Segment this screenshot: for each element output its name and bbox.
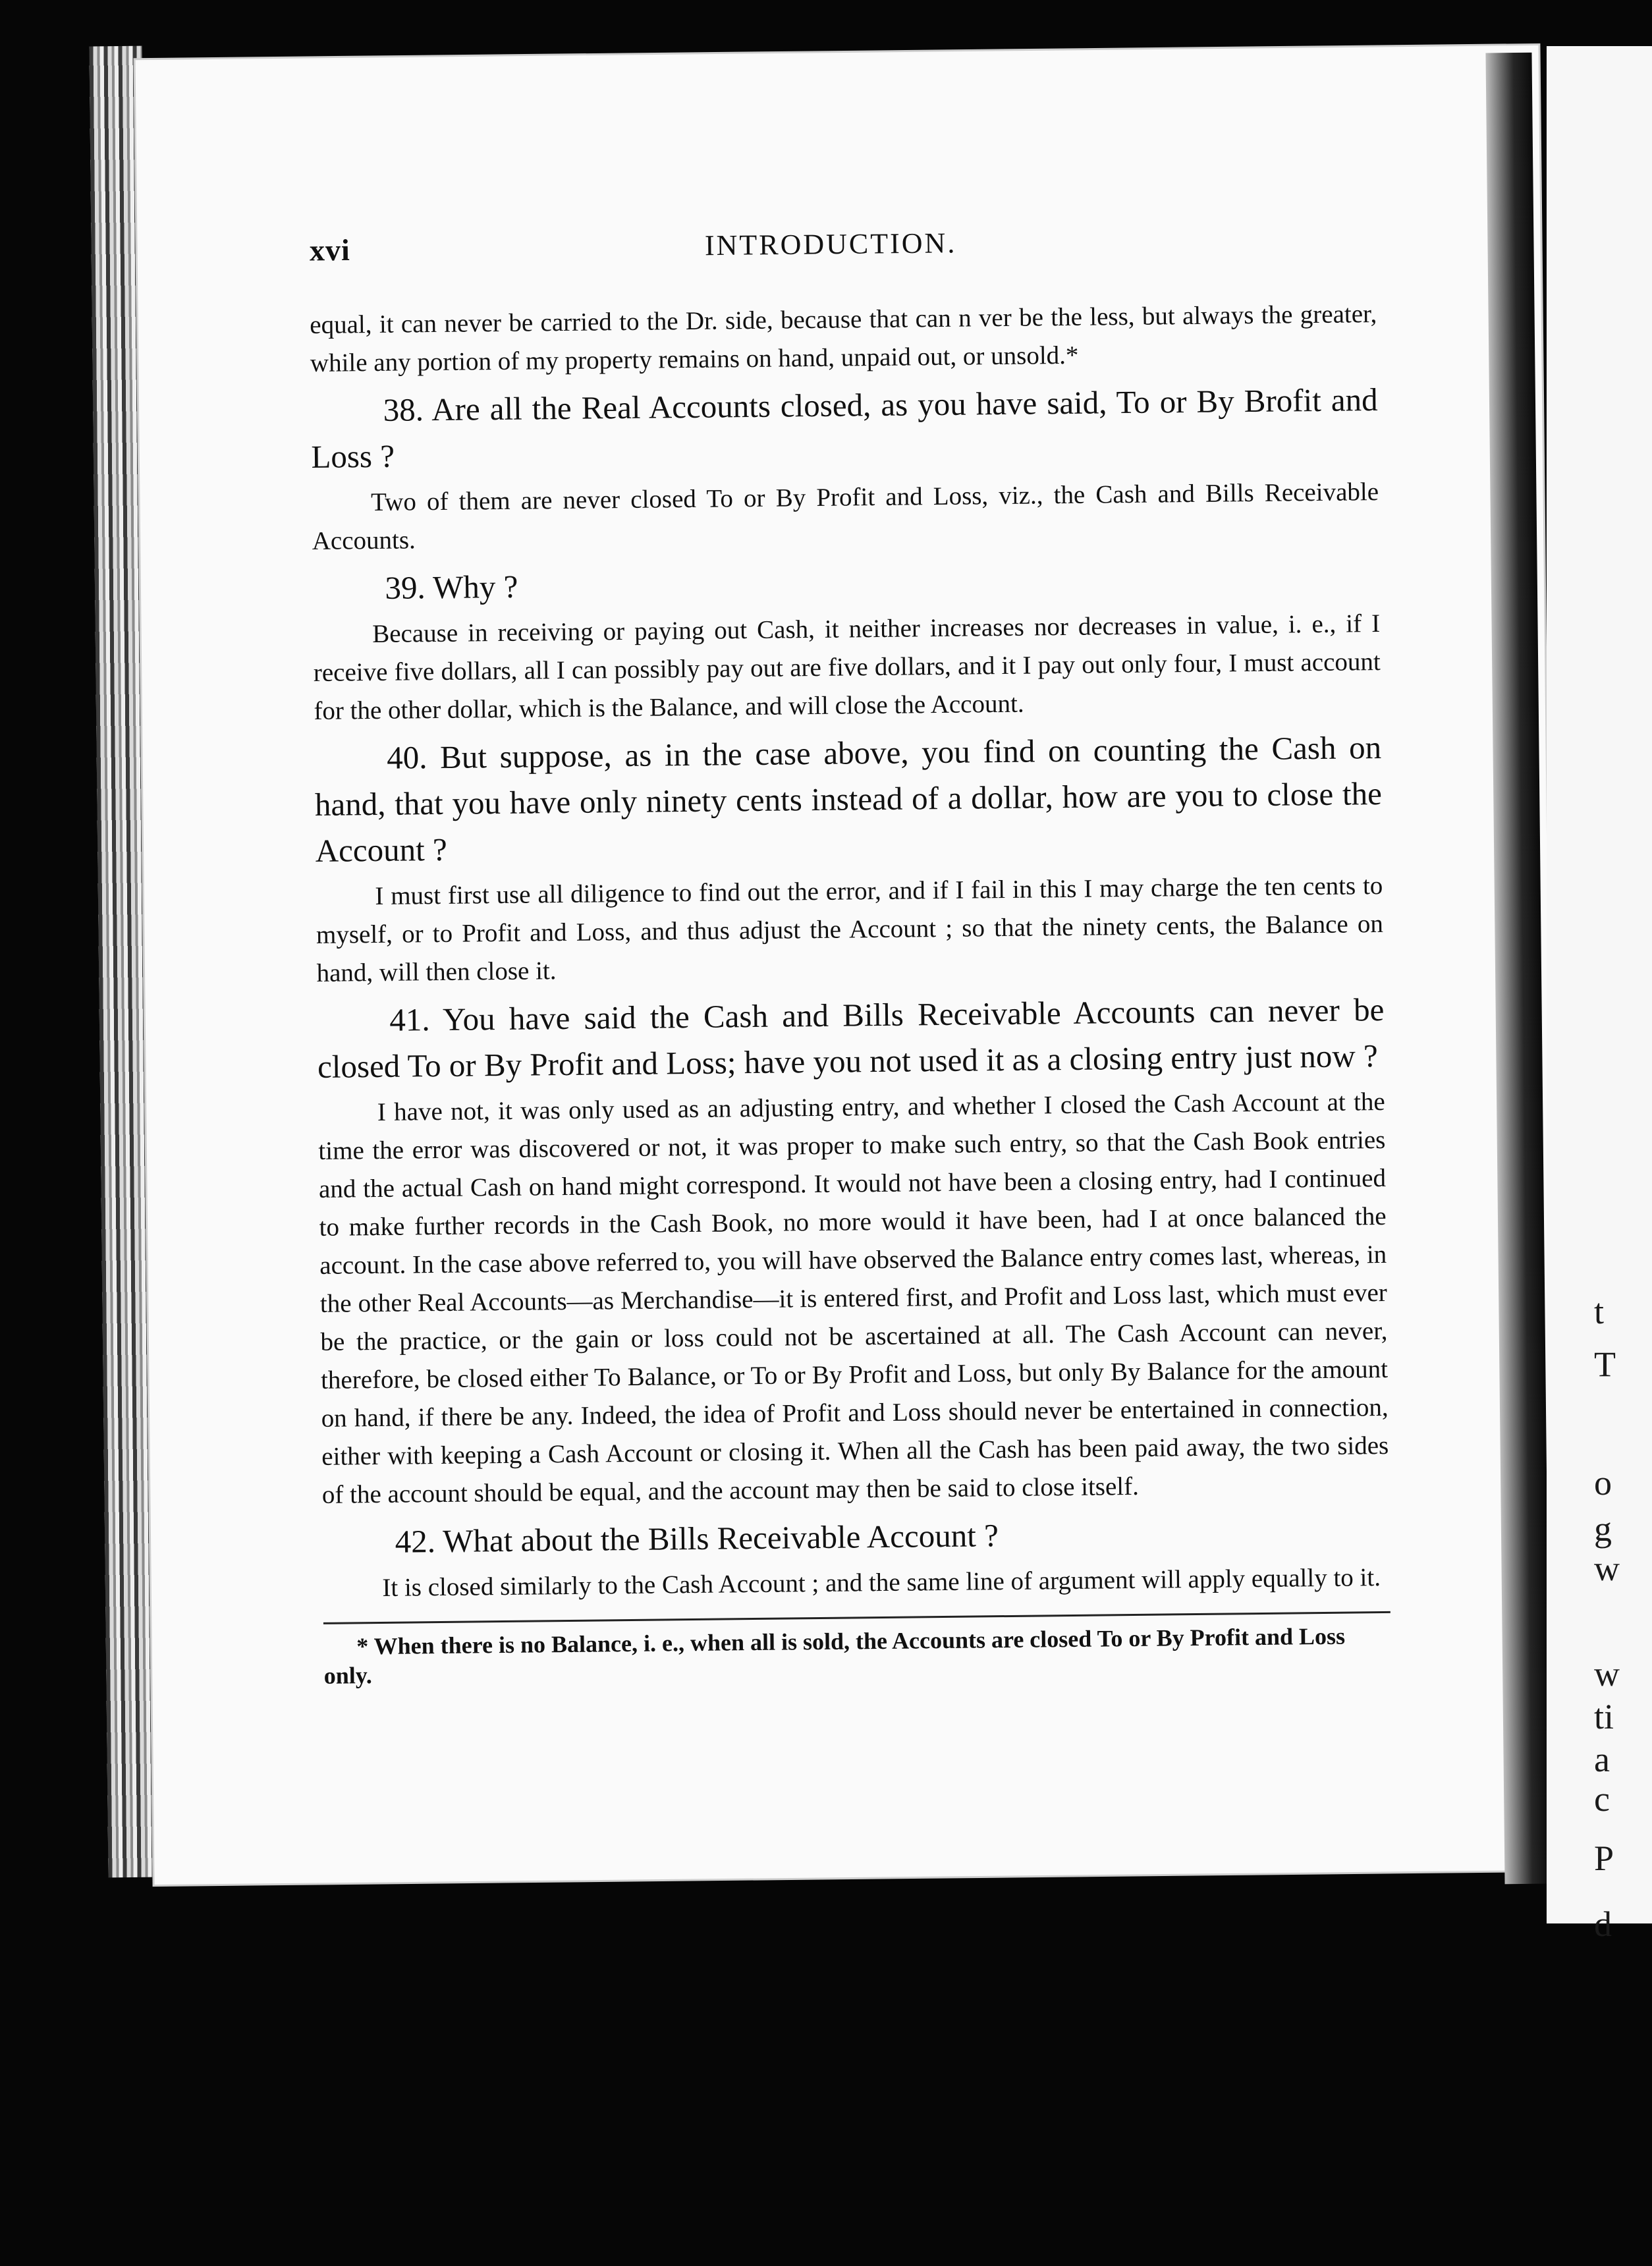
facing-letter: a (1594, 1740, 1610, 1779)
facing-letter: c (1594, 1779, 1610, 1819)
facing-letter: w (1594, 1549, 1620, 1588)
footnote: * When there is no Balance, i. e., when all is sold, the Accounts are closed To or By Profit and Loss only. (323, 1622, 1346, 1689)
page-number: xvi (309, 233, 351, 267)
answer-41: I have not, it was only used as an adjusting entry, and whether I closed the Cash Account at the time the error was discovered or not, it was proper to make such entry, so that the Cash Book entries and the actual Cash on hand might correspond. It would not have been a closing entry, had I continued to make further records in the Cash Book, no more would it have been, had I at once balanced the account. In the case above referred to, you will have observed the Balance entry comes last, whereas, in the other Real Accounts—as Merchandise—it is entered first, and Profit and Loss last, which must ever be the practice, or the gain or loss could not be ascertained at all. The Cash Account can never, therefore, be closed either To Balance, or To or By Profit and Loss, but only By Balance for the amount on hand, if there be any. Indeed, the idea of Profit and Loss should never be entertained in connection, either with keeping a Cash Account or closing it. When all the Cash has been paid away, the two sides of the account should be equal, and the account may then be said to close itself. (318, 1087, 1389, 1509)
question-42: 42. What about the Bills Receivable Account ? (395, 1517, 999, 1560)
facing-letter: w (1594, 1654, 1620, 1694)
facing-letter: T (1594, 1344, 1616, 1384)
answer-42: It is closed similarly to the Cash Account ; and the same line of argument will apply equally to it. (382, 1563, 1381, 1602)
question-40: 40. But suppose, as in the case above, you find on counting the Cash on hand, that you have only ninety cents instead of a dollar, how are you to close the Account ? (314, 729, 1383, 869)
question-38: 38. Are all the Real Accounts closed, as you have said, To or By Brofit and Loss ? (311, 381, 1378, 475)
facing-letter: ti (1594, 1697, 1614, 1736)
facing-page (1547, 46, 1652, 1923)
facing-letter: o (1594, 1463, 1612, 1503)
opening-paragraph: equal, it can never be carried to the Dr. side, because that can n ver be the less, but always the greater, while any portion of my property remains on hand, unpaid out, or unsold.* (310, 300, 1377, 377)
facing-letter: P (1594, 1838, 1614, 1878)
facing-letter: d (1594, 1904, 1612, 1944)
answer-40: I must first use all diligence to find out the error, and if I fail in this I may charge the ten cents to myself, or to Profit and Loss, and thus adjust the Account ; so that the ninety cents, the Balance on hand, will then close it. (316, 871, 1384, 987)
facing-letter: g (1594, 1509, 1612, 1549)
running-head: INTRODUCTION. (704, 227, 957, 262)
answer-38: Two of them are never closed To or By Profit and Loss, viz., the Cash and Bills Receivable Accounts. (312, 478, 1379, 555)
page-text (310, 295, 1391, 1690)
question-39: 39. Why ? (385, 568, 518, 606)
facing-letter: t (1594, 1292, 1605, 1331)
question-41: 41. You have said the Cash and Bills Receivable Accounts can never be closed To or By Profit and Loss; have you not used it as a closing entry just now ? (317, 991, 1385, 1085)
answer-39: Because in receiving or paying out Cash, it neither increases nor decreases in value, i. e., if I receive five dollars, all I can possibly pay out are five dollars, and it I pay out only four, I must account for the other dollar, which is the Balance, and will close the Account. (313, 609, 1381, 725)
